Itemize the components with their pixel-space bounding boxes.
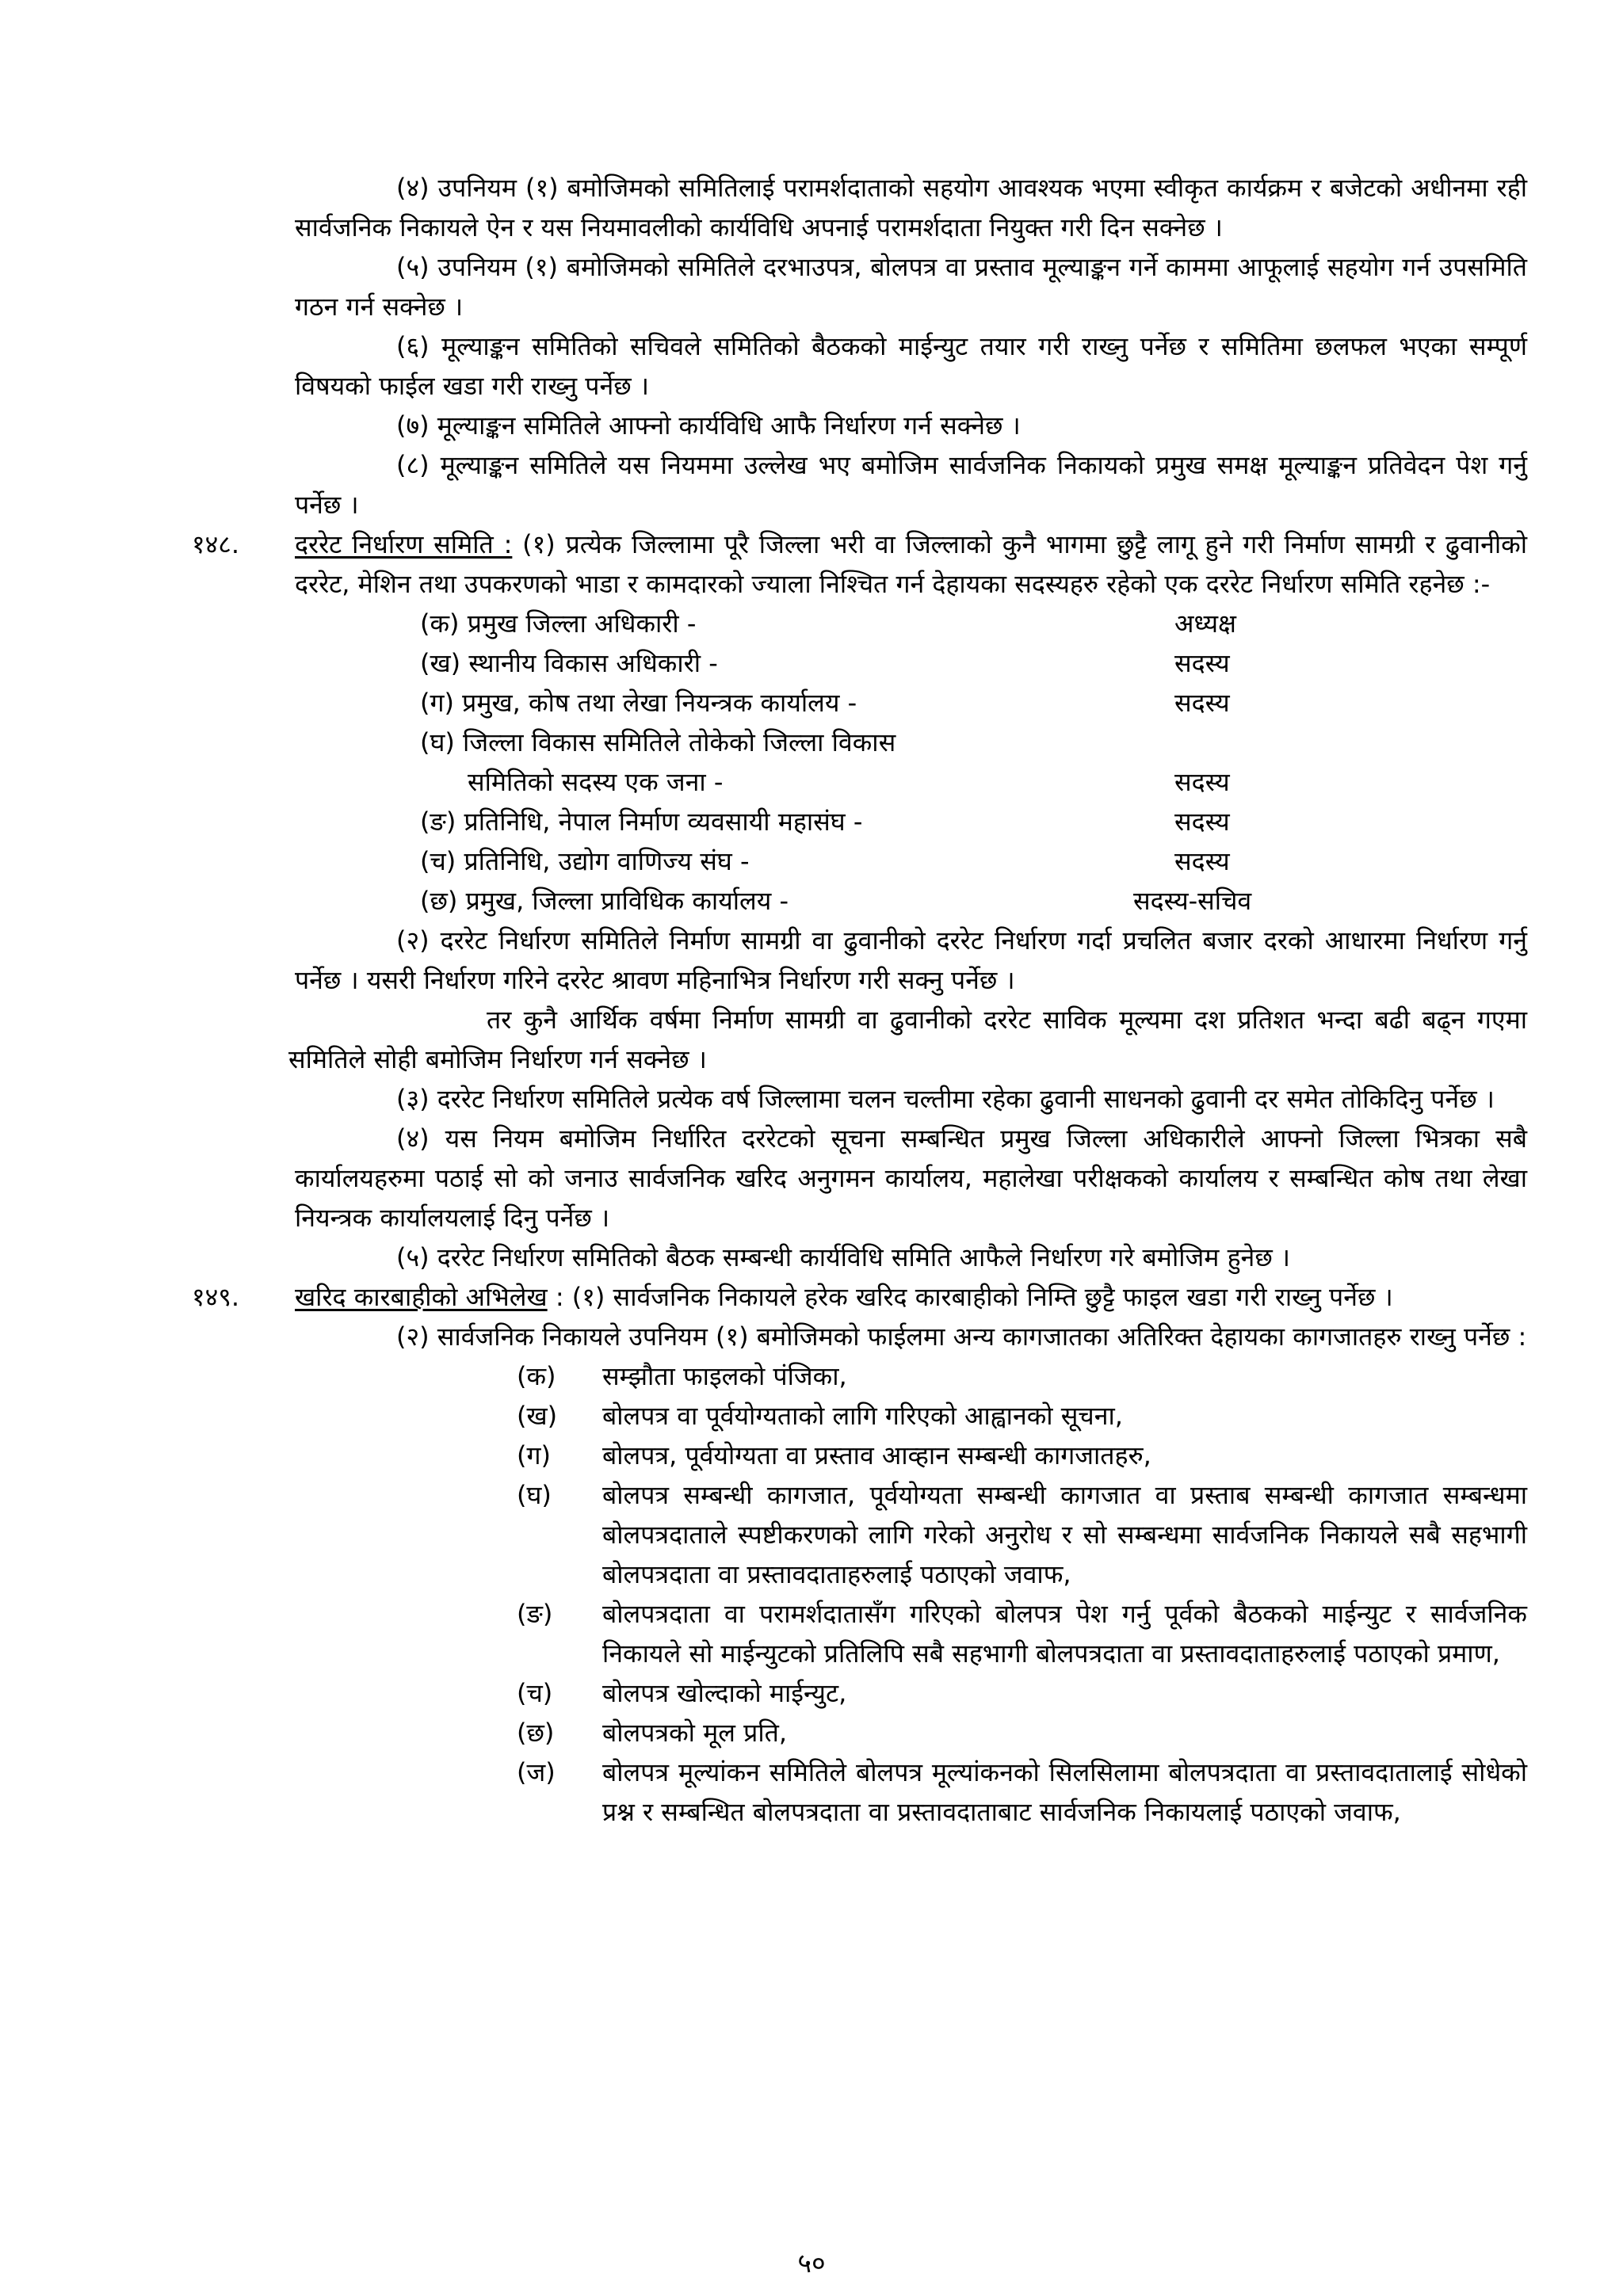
item-text: बोलपत्र, पूर्वयोग्यता वा प्रस्ताव आव्हान सम्बन्धी कागजातहरु,: [602, 1440, 1151, 1470]
member-description: [295, 723, 1095, 802]
member-row: [295, 841, 1527, 881]
member-role: सदस्य: [1174, 846, 1230, 876]
rule-number: १४८.: [192, 529, 240, 559]
document-item: [295, 1475, 1527, 1594]
subrule-paragraph: (४) यस नियम बमोजिम निर्धारित दररेटको सूचना सम्बन्धित प्रमुख जिल्ला अधिकारीले आफ्नो जिल्ला भित्रका सबै कार्यालयहरुमा पठाई सो को जनाउ सार्वजनिक खरिद अनुगमन कार्यालय, महालेखा परीक्षकको कार्यालय र सम्बन्धित कोष तथा लेखा नियन्त्रक कार्यालयलाई दिनु पर्नेछ ।: [295, 1123, 1527, 1233]
rule-148-heading: [192, 524, 1528, 604]
member-row: [295, 683, 1527, 723]
rule-number: १४९.: [192, 1282, 240, 1312]
subrule-paragraph: (८) मूल्याङ्कन समितिले यस नियममा उल्लेख भए बमोजिम सार्वजनिक निकायको प्रमुख समक्ष मूल्याङ्कन प्रतिवेदन पेश गर्नु पर्नेछ ।: [295, 450, 1527, 520]
rule-149: [192, 1277, 1527, 1832]
member-row: [295, 604, 1527, 643]
item-text: बोलपत्र खोल्दाको माईन्युट,: [602, 1678, 847, 1708]
item-key: (क): [517, 1361, 556, 1391]
item-text: बोलपत्र सम्बन्धी कागजात, पूर्वयोग्यता सम्बन्धी कागजात वा प्रस्ताब सम्बन्धी कागजात सम्बन्धमा बोलपत्रदाताले स्पष्टीकरणको लागि गरेको अनुरोध र सो सम्बन्धमा सार्वजनिक निकायले सबै सहभागी बोलपत्रदाता वा प्रस्तावदाताहरुलाई पठाएको जवाफ,: [602, 1480, 1527, 1589]
member-role: सदस्य: [1174, 688, 1230, 718]
item-text: बोलपत्र मूल्यांकन समितिले बोलपत्र मूल्यांकनको सिलसिलामा बोलपत्रदाता वा प्रस्तावदातालाई सोधेको प्रश्न र सम्बन्धित बोलपत्रदाता वा प्रस्तावदाताबाट सार्वजनिक निकायलाई पठाएको जवाफ,: [602, 1757, 1527, 1827]
subrule-paragraph: (३) दररेट निर्धारण समितिले प्रत्येक वर्ष जिल्लामा चलन चल्तीमा रहेका ढुवानी साधनको ढुवानी दर समेत तोकिदिनु पर्नेछ ।: [396, 1084, 1495, 1114]
member-row: [295, 723, 1527, 802]
item-text: बोलपत्र वा पूर्वयोग्यताको लागि गरिएको आह्वानको सूचना,: [602, 1401, 1123, 1431]
rule-149-heading: [192, 1277, 1527, 1317]
documents-list: [295, 1356, 1527, 1832]
document-item: [295, 1753, 1527, 1832]
document-item: [295, 1713, 1527, 1753]
document-body: [192, 168, 1528, 1832]
member-role: सदस्य: [1174, 648, 1230, 678]
document-item: [295, 1673, 1527, 1713]
item-key: (ग): [517, 1440, 551, 1470]
subrule-paragraph: (६) मूल्याङ्कन समितिको सचिवले समितिको बैठकको माईन्युट तयार गरी राख्नु पर्नेछ र समितिमा छलफल भएका सम्पूर्ण विषयको फाईल खडा गरी राख्नु पर्नेछ ।: [295, 331, 1527, 401]
committee-members-list: [295, 604, 1527, 921]
document-item: [295, 1594, 1527, 1673]
subrule-paragraph: (२) दररेट निर्धारण समितिले निर्माण सामग्री वा ढुवानीको दररेट निर्धारण गर्दा प्रचलित बजार दरको आधारमा निर्धारण गर्नु पर्नेछ । यसरी निर्धारण गरिने दररेट श्रावण महिनाभित्र निर्धारण गरी सक्नु पर्नेछ ।: [295, 925, 1527, 995]
item-key: (घ): [517, 1480, 552, 1510]
member-role: सदस्य: [1174, 767, 1230, 797]
rule-intro: : (१) सार्वजनिक निकायले हरेक खरिद कारबाहीको निम्ति छुट्टै फाइल खडा गरी राख्नु पर्नेछ ।: [547, 1282, 1393, 1312]
page-number: ५०: [797, 2248, 826, 2279]
member-description: (छ) प्रमुख, जिल्ला प्राविधिक कार्यालय -: [420, 886, 789, 916]
member-role: सदस्य: [1174, 807, 1230, 837]
rule-147-continuation: [295, 168, 1527, 524]
item-text: बोलपत्रको मूल प्रति,: [602, 1718, 788, 1748]
rule-intro: (१) प्रत्येक जिल्लामा पूरै जिल्ला भरी वा जिल्लाको कुनै भागमा छुट्टै लागू हुने गरी निर्माण सामग्री र ढुवानीको दररेट, मेशिन तथा उपकरणको भाडा र कामदारको ज्याला निश्चित गर्न देहायका सदस्यहरु रहेको एक दररेट निर्धारण समिति रहनेछ :-: [295, 529, 1528, 599]
document-item: [295, 1436, 1527, 1475]
document-item: [295, 1396, 1527, 1436]
item-key: (ङ): [517, 1599, 553, 1629]
rule-title: खरिद कारबाहीको अभिलेख: [295, 1282, 548, 1312]
subrule-paragraph: (४) उपनियम (१) बमोजिमको समितिलाई परामर्शदाताको सहयोग आवश्यक भएमा स्वीकृत कार्यक्रम र बजेटको अधीनमा रही सार्वजनिक निकायले ऐन र यस नियमावलीको कार्यविधि अपनाई परामर्शदाता नियुक्त गरी दिन सक्नेछ ।: [295, 173, 1527, 242]
member-row: [295, 643, 1527, 683]
subrule-paragraph: (५) उपनियम (१) बमोजिमको समितिले दरभाउपत्र, बोलपत्र वा प्रस्ताव मूल्याङ्कन गर्ने काममा आफूलाई सहयोग गर्न उपसमिति गठन गर्न सक्नेछ ।: [295, 252, 1527, 322]
member-role: अध्यक्ष: [1174, 608, 1236, 639]
member-row: [295, 881, 1527, 921]
rule-148: [192, 524, 1528, 1277]
member-description: (ङ) प्रतिनिधि, नेपाल निर्माण व्यवसायी महासंघ -: [420, 807, 863, 837]
document-item: [295, 1356, 1527, 1396]
subrule-paragraph: (५) दररेट निर्धारण समितिको बैठक सम्बन्धी कार्यविधि समिति आफैले निर्धारण गरे बमोजिम हुनेछ ।: [396, 1242, 1291, 1272]
member-description-line: (घ) जिल्ला विकास समितिले तोकेको जिल्ला विकास: [420, 727, 896, 757]
item-text: बोलपत्रदाता वा परामर्शदातासँग गरिएको बोलपत्र पेश गर्नु पूर्वको बैठकको माईन्युट र सार्वजनिक निकायले सो माईन्युटको प्रतिलिपि सबै सहभागी बोलपत्रदाता वा प्रस्तावदाताहरुलाई पठाएको प्रमाण,: [602, 1599, 1527, 1669]
member-description: (च) प्रतिनिधि, उद्योग वाणिज्य संघ -: [420, 846, 750, 876]
proviso-paragraph: तर कुनै आर्थिक वर्षमा निर्माण सामग्री वा ढुवानीको दररेट साविक मूल्यमा दश प्रतिशत भन्दा बढी बढ्न गएमा समितिले सोही बमोजिम निर्धारण गर्न सक्नेछ ।: [288, 1005, 1527, 1074]
subrule-paragraph: (२) सार्वजनिक निकायले उपनियम (१) बमोजिमको फाईलमा अन्य कागजातका अतिरिक्त देहायका कागजातहरु राख्नु पर्नेछ :: [396, 1322, 1527, 1352]
subrule-paragraph: (७) मूल्याङ्कन समितिले आफ्नो कार्यविधि आफै निर्धारण गर्न सक्नेछ ।: [396, 410, 1021, 441]
member-role: सदस्य-सचिव: [1133, 886, 1252, 916]
member-description: (क) प्रमुख जिल्ला अधिकारी -: [420, 608, 697, 639]
item-key: (च): [517, 1678, 553, 1708]
member-description: (ख) स्थानीय विकास अधिकारी -: [420, 648, 718, 678]
member-row: [295, 802, 1527, 841]
rule-title: दररेट निर्धारण समिति :: [295, 529, 513, 559]
member-description-line: समितिको सदस्य एक जना -: [468, 767, 724, 797]
item-key: (ख): [517, 1401, 558, 1431]
item-text: सम्झौता फाइलको पंजिका,: [602, 1361, 847, 1391]
member-description: (ग) प्रमुख, कोष तथा लेखा नियन्त्रक कार्यालय -: [420, 688, 857, 718]
item-key: (ज): [517, 1757, 556, 1787]
item-key: (छ): [517, 1718, 555, 1748]
